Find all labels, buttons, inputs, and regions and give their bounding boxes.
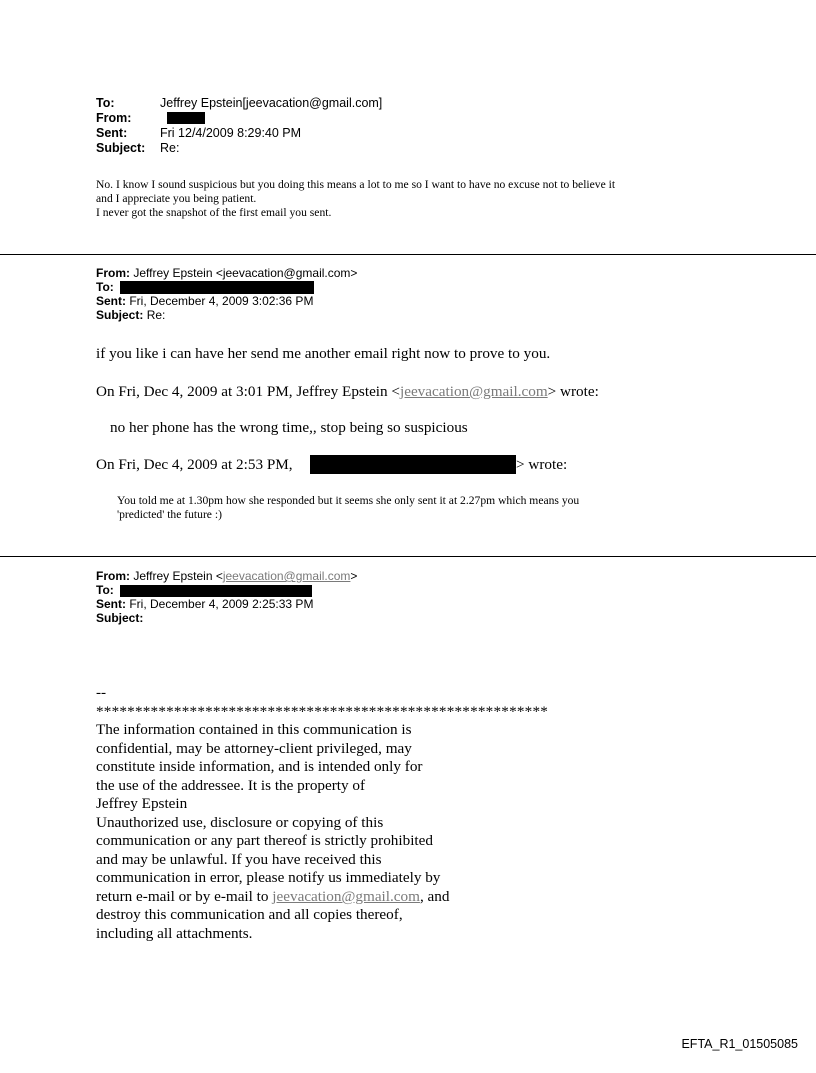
signature-stars: ********************************************************** [96, 703, 549, 720]
redaction-box [167, 112, 205, 124]
sent-label: Sent: [96, 126, 128, 140]
body-line: I never got the snapshot of the first email you sent. [96, 206, 332, 219]
email-link[interactable]: jeevacation@gmail.com [399, 383, 548, 400]
to-line: To: [96, 280, 114, 294]
quote-header: On Fri, Dec 4, 2009 at 3:01 PM, Jeffrey Epstein <jeevacation@gmail.com> wrote: [96, 383, 599, 400]
signature-dashes: -- [96, 684, 107, 701]
redaction-box [310, 455, 516, 474]
sent-line: Sent: Fri, December 4, 2009 3:02:36 PM [96, 294, 314, 308]
quote-suffix: > wrote: [516, 456, 568, 473]
from-line: From: Jeffrey Epstein <jeevacation@gmail.com> [96, 266, 358, 280]
disclaimer-line: The information contained in this communication is [96, 721, 412, 738]
disclaimer-line: including all attachments. [96, 925, 253, 942]
subject-value: Re: [160, 141, 180, 155]
redaction-box [120, 281, 314, 294]
disclaimer-line: destroy this communication and all copies thereof, [96, 906, 403, 923]
disclaimer-line: Jeffrey Epstein [96, 795, 188, 812]
separator-rule [0, 254, 816, 255]
separator-rule [0, 556, 816, 557]
disclaimer-line: communication in error, please notify us immediately by [96, 869, 441, 886]
document-id: EFTA_R1_01505085 [681, 1037, 798, 1051]
quote-header: On Fri, Dec 4, 2009 at 2:53 PM, [96, 456, 293, 473]
subject-line: Subject: [96, 611, 144, 625]
sent-value: Fri 12/4/2009 8:29:40 PM [160, 126, 302, 140]
quote-body: 'predicted' the future :) [117, 508, 222, 521]
subject-line: Subject: Re: [96, 308, 166, 322]
disclaimer-line: constitute inside information, and is intended only for [96, 758, 423, 775]
quote-body: no her phone has the wrong time,, stop being so suspicious [110, 419, 468, 436]
disclaimer-line: Unauthorized use, disclosure or copying of this [96, 814, 384, 831]
from-label: From: [96, 111, 132, 125]
email-link[interactable]: jeevacation@gmail.com [222, 569, 351, 583]
to-value: Jeffrey Epstein[jeevacation@gmail.com] [160, 96, 383, 110]
disclaimer-line: the use of the addressee. It is the property of [96, 777, 366, 794]
disclaimer-line: confidential, may be attorney-client privileged, may [96, 740, 412, 757]
to-line: To: [96, 583, 114, 597]
body-line: No. I know I sound suspicious but you doing this means a lot to me so I want to have no excuse not to believe it [96, 178, 616, 191]
redaction-box [120, 585, 312, 597]
email-link[interactable]: jeevacation@gmail.com [272, 888, 420, 905]
disclaimer-line: and may be unlawful. If you have received this [96, 851, 382, 868]
disclaimer-line: return e-mail or by e-mail to jeevacation@gmail.com, and [96, 888, 450, 905]
disclaimer-line: communication or any part thereof is strictly prohibited [96, 832, 433, 849]
sent-line: Sent: Fri, December 4, 2009 2:25:33 PM [96, 597, 314, 611]
body-line: if you like i can have her send me another email right now to prove to you. [96, 345, 551, 362]
body-line: and I appreciate you being patient. [96, 192, 257, 205]
subject-label: Subject: [96, 141, 146, 155]
from-line: From: Jeffrey Epstein <jeevacation@gmail.com> [96, 569, 358, 583]
quote-body: You told me at 1.30pm how she responded but it seems she only sent it at 2.27pm which means you [117, 494, 580, 507]
to-label: To: [96, 96, 115, 110]
